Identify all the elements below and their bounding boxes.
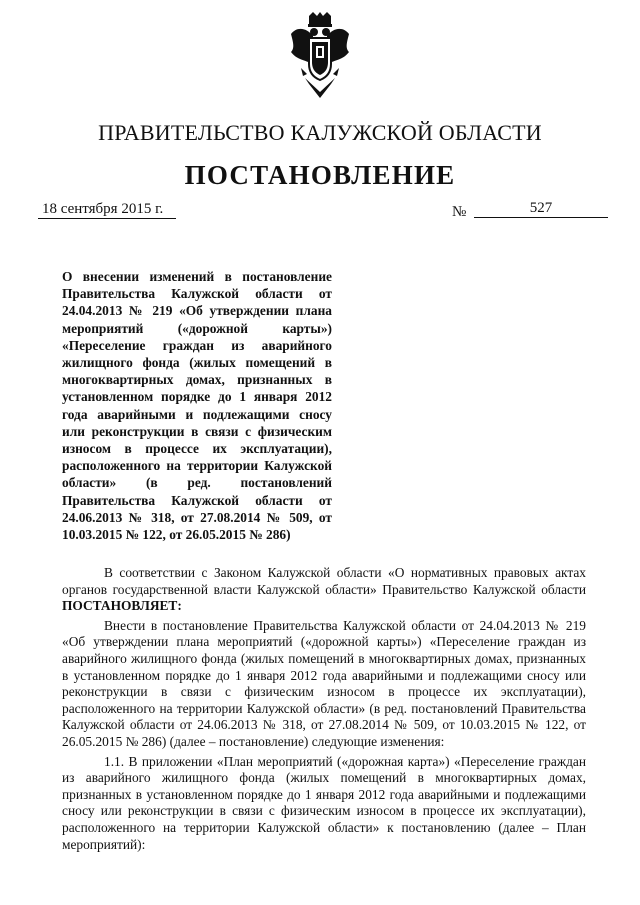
coat-of-arms-icon bbox=[287, 12, 353, 100]
body-paragraph-1 bbox=[62, 565, 586, 615]
body-paragraph-3: 1.1. В приложении «План мероприятий («дорожная карта») «Переселение граждан из аварийного жилищного фонда (жилых помещений в многоквартирных домах, признанных в установленном порядке до 1 января 2012 года аварийными и подлежащими сносу или реконструкции в связи с физическим износом в процессе их эксплуатации), расположенного на территории Калужской области» к постановлению (далее – План мероприятий): bbox=[62, 753, 586, 852]
government-title: ПРАВИТЕЛЬСТВО КАЛУЖСКОЙ ОБЛАСТИ bbox=[98, 120, 542, 145]
document-type-heading: ПОСТАНОВЛЕНИЕ bbox=[184, 160, 456, 190]
number-sign: № bbox=[452, 204, 467, 220]
resolution-title-block: О внесении изменений в постановление Правительства Калужской области от 24.04.2013 № 219 «Об утверждении плана мероприятий («дорожной карты») «Переселение граждан из аварийного жилищного фонда (жилых помещений в многоквартирных домах, признанных в установленном порядке до 1 января 2012 года аварийными и подлежащими сносу или реконструкции в связи с физическим износом в процессе их эксплуатации), расположенного на территории Калужской области» (в ред. постановлений Правительства Калужской области от 24.06.2013 № 318, от 27.08.2014 № 509, от 10.03.2015 № 122, от 26.05.2015 № 286) bbox=[62, 269, 332, 543]
body-paragraph-2: Внести в постановление Правительства Калужской области от 24.04.2013 № 219 «Об утверждении плана мероприятий («дорожной карты») «Переселение граждан из аварийного жилищного фонда (жилых помещений в многоквартирных домах, признанных в установленном порядке до 1 января 2012 года аварийными и подлежащими сносу или реконструкции в связи с физическим износом в процессе их эксплуатации), расположенного на территории Калужской области» (в ред. постановлений Правительства Калужской области от 24.06.2013 № 318, от 27.08.2014 № 509, от 10.03.2015 № 122, от 26.05.2015 № 286) (далее – постановление) следующие изменения: bbox=[62, 617, 586, 749]
resolution-body bbox=[62, 565, 586, 856]
document-number: 527 bbox=[474, 199, 608, 218]
resolves-keyword: ПОСТАНОВЛЯЕТ: bbox=[62, 598, 182, 614]
document-date: 18 сентября 2015 г. bbox=[38, 200, 176, 219]
body-paragraph-1-text: В соответствии с Законом Калужской области «О нормативных правовых актах органов государственной власти Калужской области» Правительство Калужской области bbox=[62, 565, 586, 597]
